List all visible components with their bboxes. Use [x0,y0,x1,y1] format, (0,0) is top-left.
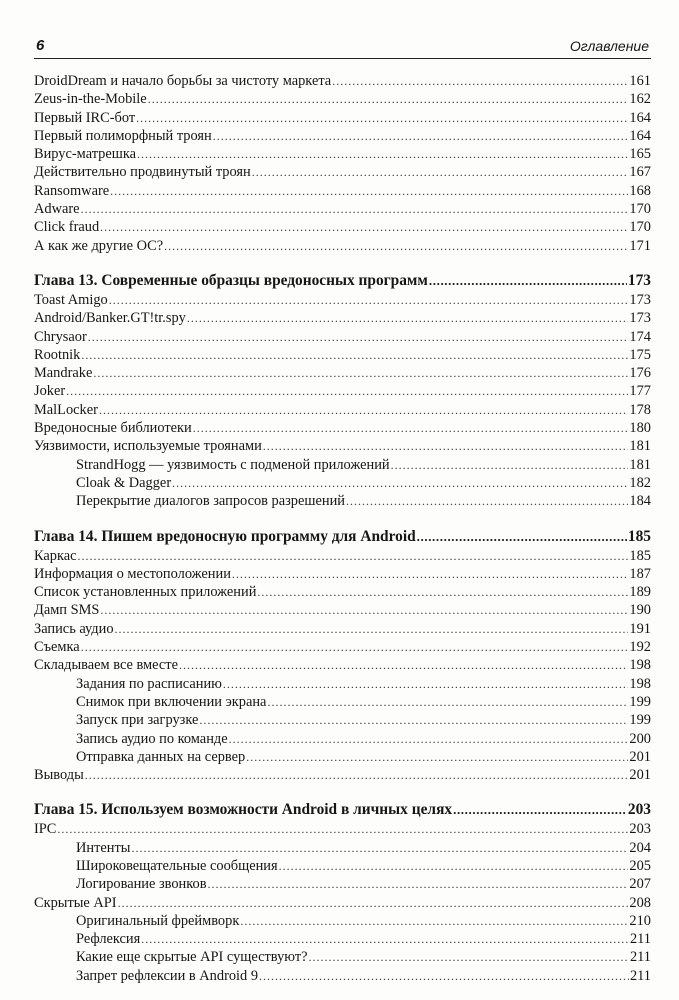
toc-page-number: 211 [629,949,651,966]
dot-leader [131,839,628,857]
dot-leader [332,72,628,90]
toc-entry-title: Toast Amigo [34,291,108,308]
toc-entry-title: Click fraud [34,219,100,236]
toc-subsection-entry [34,912,651,930]
dot-leader [246,748,628,766]
toc-page-number: 170 [629,219,651,236]
dot-leader [267,693,628,711]
toc-entry-title: Интенты [76,839,131,856]
toc-entry-title: MalLocker [34,401,98,418]
toc-page-number: 173 [629,291,651,308]
toc-section-entry [34,90,651,108]
toc-entry-title: Какие еще скрытые API существуют? [76,949,308,966]
toc-section-entry [34,820,651,838]
toc-page-number: 184 [629,493,651,510]
toc-section-entry [34,237,651,255]
toc-page-number: 162 [629,91,651,108]
toc-page-number: 177 [629,383,651,400]
toc-section-entry [34,547,651,565]
toc-entry-title: Joker [34,383,66,400]
dot-leader [417,527,627,547]
toc-entry-title: Глава 13. Современные образцы вредоносных программ [34,271,428,289]
dot-leader [213,127,629,145]
running-title: Оглавление [569,38,649,54]
toc-page-number: 187 [629,565,651,582]
toc-subsection-entry [34,748,651,766]
dot-leader [240,912,628,930]
dot-leader [187,309,629,327]
dot-leader [346,492,628,510]
toc-entry-title: Скрытые API [34,894,117,911]
toc-entry-title: Каркас [34,547,77,564]
toc-entry-title: Перекрытие диалогов запросов разрешений [76,493,345,510]
toc-page-number: 165 [629,146,651,163]
toc-page-number: 170 [629,201,651,218]
dot-leader [81,638,629,656]
toc-page-number: 198 [629,657,651,674]
dot-leader [115,620,629,638]
dot-leader [257,583,628,601]
toc-page-number: 185 [629,547,651,564]
toc-entry-title: StrandHogg — уязвимость с подменой приложений [76,456,390,473]
dot-leader [136,109,628,127]
toc-entry-title: Выводы [34,767,84,784]
toc-page-number: 203 [629,821,651,838]
toc-page-number: 178 [629,401,651,418]
toc-page-number: 211 [629,967,651,984]
dot-leader [100,218,628,236]
toc-entry-title: Список установленных приложений [34,584,257,601]
toc-subsection-entry [34,839,651,857]
toc-entry-title: Вредоносные библиотеки [34,420,192,437]
toc-section-entry [34,382,651,400]
toc-entry-title: Mandrake [34,365,93,382]
dot-leader [57,820,628,838]
toc-page-number: 203 [627,801,651,819]
toc-subsection-entry [34,875,651,893]
toc-page-number: 204 [629,839,651,856]
dot-leader [109,291,629,309]
toc-entry-title: Глава 14. Пишем вредоносную программу для Android [34,527,416,545]
table-of-contents [34,72,651,985]
toc-section-entry [34,601,651,619]
toc-entry-title: Adware [34,201,80,218]
toc-entry-title: Широковещательные сообщения [76,857,278,874]
toc-entry-title: Глава 15. Используем возможности Android в личных целях [34,801,453,819]
toc-page-number: 173 [629,310,651,327]
toc-subsection-entry [34,711,651,729]
toc-page-number: 192 [629,639,651,656]
toc-page-number: 181 [629,438,651,455]
dot-leader [199,711,628,729]
toc-section-entry [34,894,651,912]
toc-subsection-entry [34,930,651,948]
toc-page-number: 181 [629,456,651,473]
dot-leader [429,271,627,291]
toc-section-entry [34,565,651,583]
toc-entry-title: Chrysaor [34,328,87,345]
toc-subsection-entry [34,948,651,966]
dot-leader [85,766,629,784]
toc-section-entry [34,145,651,163]
page-header [34,36,651,59]
toc-section-entry [34,437,651,455]
toc-section-entry [34,620,651,638]
toc-subsection-entry [34,967,651,985]
toc-section-entry [34,419,651,437]
dot-leader [309,948,629,966]
toc-page-number: 199 [629,693,651,710]
toc-page-number: 191 [629,620,651,637]
toc-section-entry [34,182,651,200]
toc-page-number: 174 [629,328,651,345]
toc-subsection-entry [34,675,651,693]
toc-subsection-entry [34,456,651,474]
toc-entry-title: Рефлексия [76,931,141,948]
dot-leader [223,675,629,693]
toc-page-number: 198 [629,675,651,692]
toc-page-number: 208 [629,894,651,911]
toc-entry-title: Действительно продвинутый троян [34,164,251,181]
toc-chapter-heading [34,800,651,820]
toc-entry-title: Дамп SMS [34,602,100,619]
toc-section-entry [34,766,651,784]
toc-chapter-heading [34,527,651,547]
toc-section-entry [34,364,651,382]
dot-leader [110,182,628,200]
toc-subsection-entry [34,492,651,510]
toc-chapter-heading [34,271,651,291]
dot-leader [252,163,629,181]
dot-leader [81,200,629,218]
toc-section-entry [34,163,651,181]
toc-section-entry [34,656,651,674]
toc-page-number: 201 [629,748,651,765]
toc-section-entry [34,346,651,364]
dot-leader [81,346,628,364]
toc-page-number: 201 [629,767,651,784]
toc-entry-title: Запись аудио по команде [76,730,228,747]
dot-leader [179,656,628,674]
toc-entry-title: А как же другие ОС? [34,237,164,254]
toc-section-entry [34,109,651,127]
toc-page-number: 207 [629,876,651,893]
toc-page-number: 161 [629,73,651,89]
dot-leader [148,90,629,108]
dot-leader [193,419,629,437]
toc-entry-title: Снимок при включении экрана [76,693,267,710]
toc-page-number: 180 [629,420,651,437]
toc-entry-title: Информация о местоположении [34,565,231,582]
toc-entry-title: Zeus-in-the-Mobile [34,91,147,108]
dot-leader [208,875,629,893]
toc-entry-title: Съемка [34,639,80,656]
toc-entry-title: Android/Banker.GT!tr.spy [34,310,186,327]
dot-leader [141,930,629,948]
toc-page-number: 200 [629,730,651,747]
dot-leader [93,364,628,382]
toc-entry-title: Первый полиморфный троян [34,127,212,144]
toc-section-entry [34,309,651,327]
page-number: 6 [36,37,45,54]
toc-page-number: 164 [629,109,651,126]
toc-page-number: 176 [629,365,651,382]
toc-page-number: 210 [629,912,651,929]
dot-leader [100,601,628,619]
toc-entry-title: Запись аудио [34,620,114,637]
dot-leader [229,730,629,748]
toc-entry-title: Запрет рефлексии в Android 9 [76,967,259,984]
toc-entry-title: DroidDream и начало борьбы за чистоту маркета [34,73,332,89]
toc-section-entry [34,638,651,656]
toc-section-entry [34,200,651,218]
dot-leader [137,145,628,163]
dot-leader [99,401,628,419]
toc-entry-title: Задания по расписанию [76,675,222,692]
dot-leader [391,456,629,474]
toc-section-entry [34,127,651,145]
toc-subsection-entry [34,730,651,748]
toc-page-number: 171 [629,237,651,254]
toc-page-number: 167 [629,164,651,181]
dot-leader [164,237,628,255]
toc-section-entry [34,401,651,419]
toc-page-number: 175 [629,346,651,363]
dot-leader [172,474,628,492]
toc-entry-title: Оригинальный фреймворк [76,912,240,929]
toc-entry-title: Складываем все вместе [34,657,178,674]
toc-page-number: 190 [629,602,651,619]
dot-leader [88,328,629,346]
toc-section-entry [34,583,651,601]
dot-leader [118,894,629,912]
dot-leader [259,967,629,985]
toc-subsection-entry [34,693,651,711]
toc-section-entry [34,291,651,309]
dot-leader [279,857,629,875]
toc-entry-title: Первый IRC-бот [34,109,136,126]
dot-leader [78,547,629,565]
toc-page-number: 182 [629,474,651,491]
toc-entry-title: Ransomware [34,182,110,199]
toc-entry-title: Вирус-матрешка [34,146,136,163]
toc-entry-title: Логирование звонков [76,876,207,893]
toc-page-number: 189 [629,584,651,601]
toc-entry-title: Уязвимости, используемые троянами [34,438,262,455]
toc-entry-title: IPC [34,821,57,838]
toc-subsection-entry [34,857,651,875]
toc-subsection-entry [34,474,651,492]
toc-page-number: 173 [627,271,651,289]
toc-page-number: 185 [627,527,651,545]
dot-leader [66,382,628,400]
toc-entry-title: Rootnik [34,346,81,363]
toc-entry-title: Cloak & Dagger [76,474,172,491]
toc-page-number: 205 [629,857,651,874]
dot-leader [232,565,629,583]
toc-section-entry [34,218,651,236]
toc-page-number: 164 [629,127,651,144]
toc-entry-title: Запуск при загрузке [76,712,199,729]
toc-page-number: 168 [629,182,651,199]
toc-section-entry [34,72,651,90]
dot-leader [263,437,629,455]
toc-section-entry [34,328,651,346]
toc-page-number: 199 [629,712,651,729]
dot-leader [453,800,627,820]
toc-page-number: 211 [629,931,651,948]
toc-entry-title: Отправка данных на сервер [76,748,246,765]
